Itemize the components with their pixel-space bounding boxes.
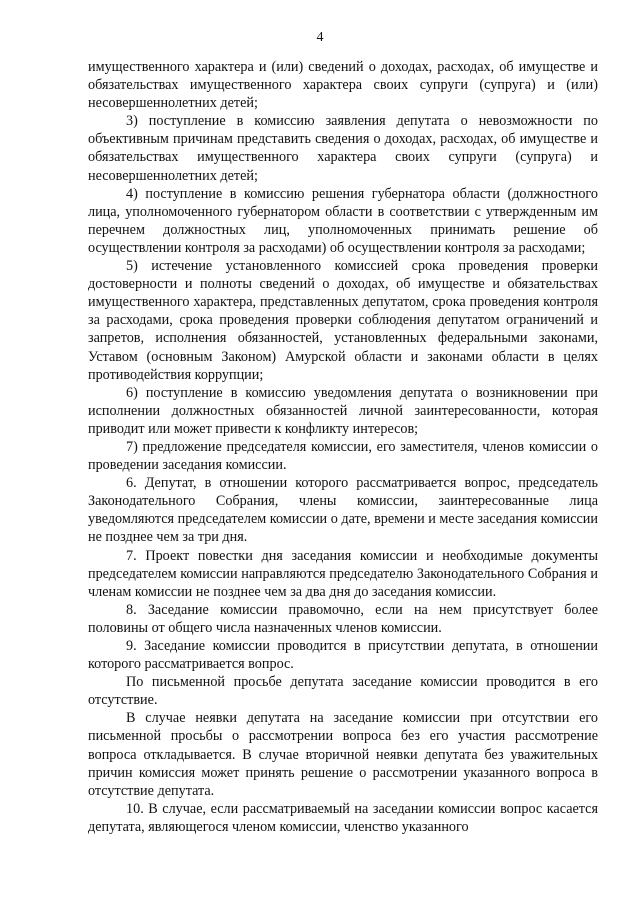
page-number: 4: [316, 30, 324, 45]
paragraph-item-4: 4) поступление в комиссию решения губернатора области (должностного лица, уполномоченного губернатором области в соответствии с утвержденным им перечнем должностных лиц, уполномоченных принимать решение об осуществлении контроля за расходами) об осуществлении контроля за расходами;: [88, 185, 598, 256]
paragraph-item-5: 5) истечение установленного комиссией срока проведения проверки достоверности и полноты сведений о доходах, об имуществе и обязательствах имущественного характера, представленных депутатом, срока проведения контроля за расходами, срока проведения проверки соблюдения депутатом ограничений и запретов, исполнения обязанностей, установленных федеральными законами, Уставом (основным Законом) Амурской области и законами области в целях противодействия коррупции;: [88, 258, 598, 383]
paragraph-section-9-no-show: В случае неявки депутата на заседание комиссии при отсутствии его письменной просьбы о рассмотрении вопроса без его участия рассмотрение вопроса откладывается. В случае вторичной неявки депутата без уважительных причин комиссия может принять решение о рассмотрении указанного вопроса в отсутствие депутата.: [88, 710, 598, 799]
paragraph-section-7: 7. Проект повестки дня заседания комиссии и необходимые документы председателем комиссии направляются председателю Законодательного Собрания и членам комиссии не позднее чем за два дня до заседания комиссии.: [88, 547, 598, 600]
paragraph-section-6: 6. Депутат, в отношении которого рассматривается вопрос, председатель Законодательного Собрания, члены комиссии, заинтересованные лица уведомляются председателем комиссии о дате, времени и месте заседания комиссии не позднее чем за три дня.: [88, 475, 598, 546]
paragraph-continuation: имущественного характера и (или) сведений о доходах, расходах, об имуществе и обязательствах имущественного характера своих супруги (супруга) и (или) несовершеннолетних детей;: [88, 59, 598, 112]
paragraph-item-3: 3) поступление в комиссию заявления депутата о невозможности по объективным причинам представить сведения о доходах, расходах, об имуществе и обязательствах имущественного характера своих супруги (супруга) и несовершеннолетних детей;: [88, 113, 598, 184]
paragraph-section-10: 10. В случае, если рассматриваемый на заседании комиссии вопрос касается депутата, являющегося членом комиссии, членство указанного: [88, 800, 598, 835]
document-body: [88, 58, 598, 836]
paragraph-section-9-absence: По письменной просьбе депутата заседание комиссии проводится в его отсутствие.: [88, 674, 598, 709]
paragraph-section-8: 8. Заседание комиссии правомочно, если на нем присутствует более половины от общего числа назначенных членов комиссии.: [88, 601, 598, 636]
paragraph-item-7: 7) предложение председателя комиссии, его заместителя, членов комиссии о проведении заседания комиссии.: [88, 438, 598, 474]
paragraph-section-9: 9. Заседание комиссии проводится в присутствии депутата, в отношении которого рассматривается вопрос.: [88, 638, 598, 673]
paragraph-item-6: 6) поступление в комиссию уведомления депутата о возникновении при исполнении должностных обязанностей личной заинтересованности, которая приводит или может привести к конфликту интересов;: [88, 384, 598, 437]
